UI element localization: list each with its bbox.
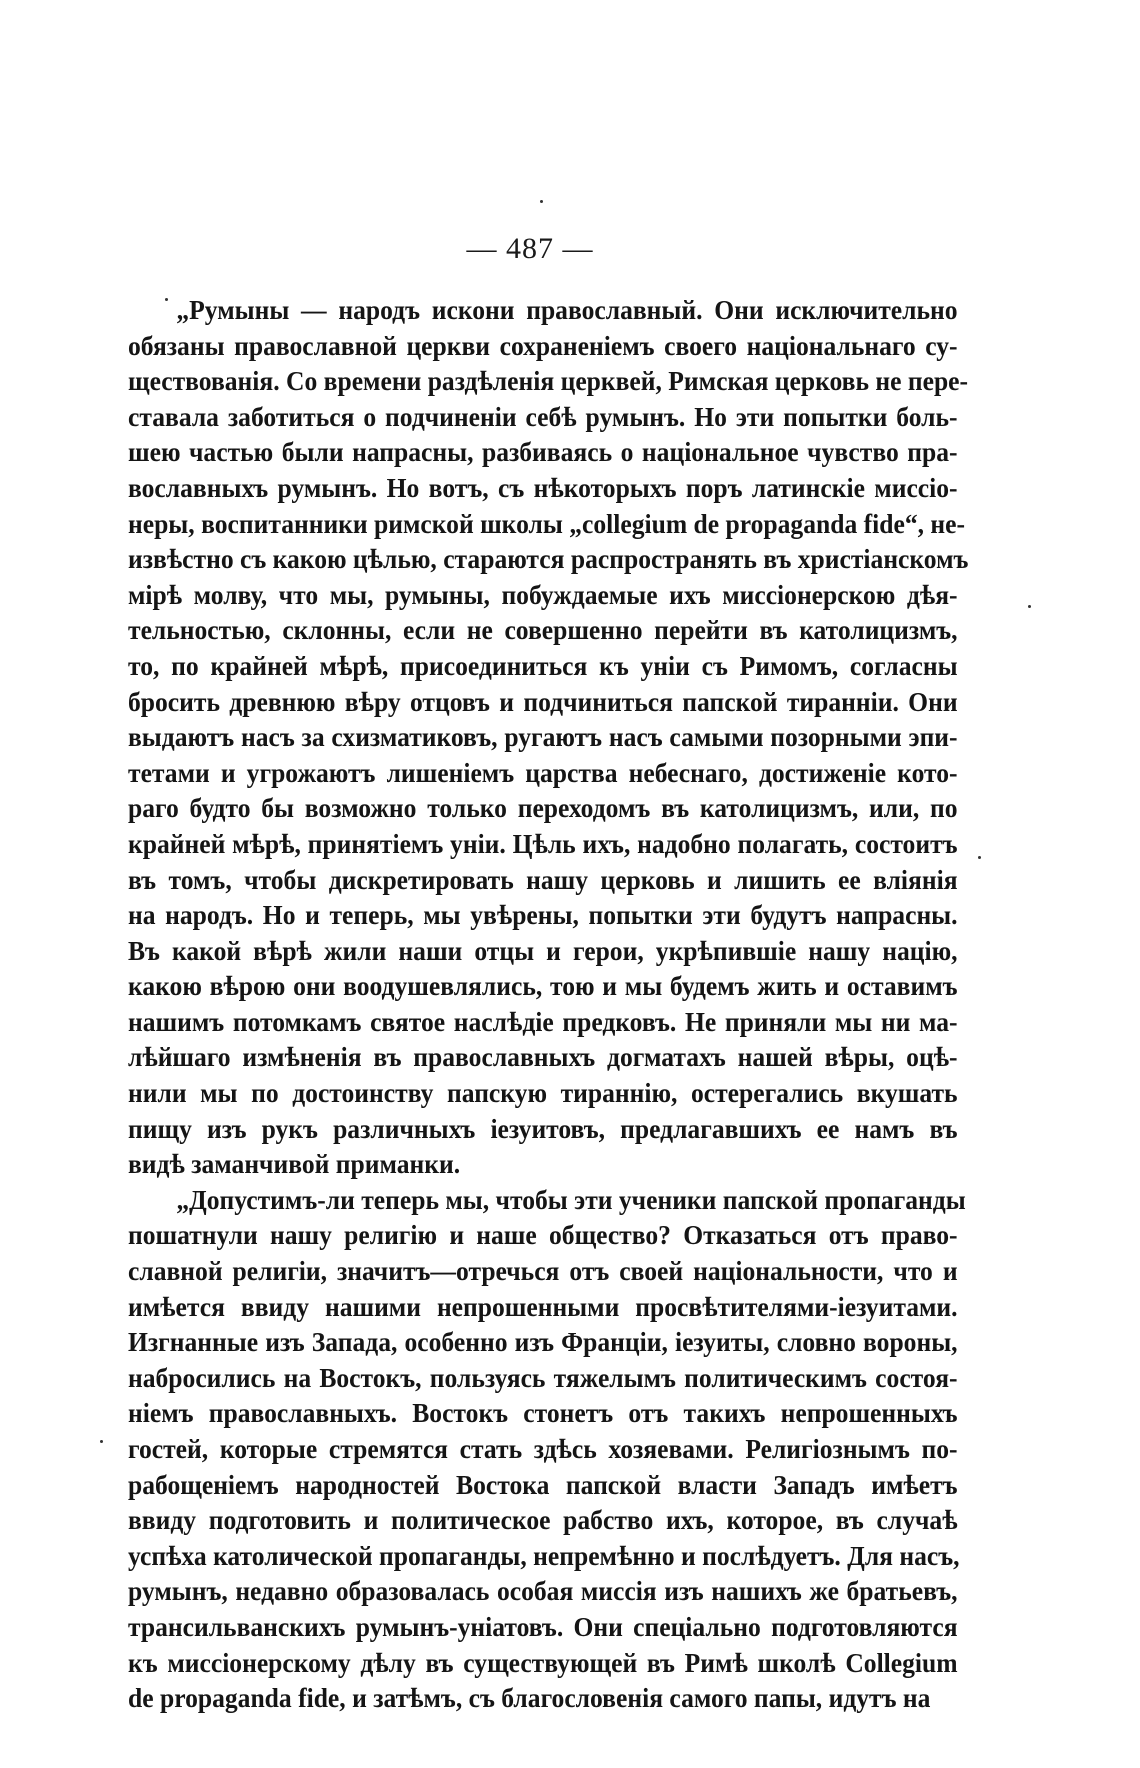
text-line: извѣстно съ какою цѣлью, стараются распространять въ христіанскомъ <box>128 543 969 575</box>
text-line: лѣйшаго измѣненія въ православныхъ догматахъ нашей вѣры, оцѣ- <box>128 1041 958 1073</box>
text-line: вославныхъ румынъ. Но вотъ, съ нѣкоторыхъ поръ латинскіе миссіо- <box>128 471 958 503</box>
text-line: славной религіи, значитъ—отречься отъ своей національности, что и <box>128 1255 958 1287</box>
text-line: нашимъ потомкамъ святое наслѣдіе предковъ. Не приняли мы ни ма- <box>128 1005 958 1037</box>
text-line: тетами и угрожаютъ лишеніемъ царства небеснаго, достиженіе кото- <box>128 756 958 788</box>
text-line: румынъ, недавно образовалась особая миссія изъ нашихъ же братьевъ, <box>128 1575 958 1607</box>
text-line: выдаютъ насъ за схизматиковъ, ругаютъ насъ самыми позорными эпи- <box>128 721 958 753</box>
text-line: набросились на Востокъ, пользуясь тяжелымъ политическимъ состоя- <box>128 1361 958 1393</box>
print-speck <box>540 200 543 203</box>
text-line: „Румыны — народъ искони православный. Они исключительно <box>176 294 958 325</box>
text-line: на народъ. Но и теперь, мы увѣрены, попытки эти будутъ напрасны. <box>128 899 958 931</box>
text-line: трансильванскихъ румынъ-уніатовъ. Они спеціально подготовляются <box>128 1610 958 1642</box>
text-line: ществованія. Со времени раздѣленія церквей, Римская церковь не пере- <box>128 365 969 397</box>
body-text <box>128 292 969 1716</box>
print-speck <box>165 298 168 301</box>
text-line: неры, воспитанники римской школы „collegium de propaganda fide“, не- <box>128 507 966 539</box>
print-speck <box>100 1440 103 1443</box>
text-line: въ томъ, чтобы дискретировать нашу церковь и лишить ее вліянія <box>128 863 958 895</box>
text-line: какою вѣрою они воодушевлялись, тою и мы будемъ жить и оставимъ <box>128 970 958 1002</box>
text-line: тельностью, склонны, если не совершенно перейти въ католицизмъ, <box>128 614 958 646</box>
text-line: „Допустимъ-ли теперь мы, чтобы эти ученики папской пропаганды <box>176 1183 966 1215</box>
text-line: рабощеніемъ народностей Востока папской власти Западъ имѣетъ <box>128 1468 958 1500</box>
text-line: къ миссіонерскому дѣлу въ существующей въ Римѣ школѣ Collegium <box>128 1646 958 1678</box>
text-line: de propaganda fide, и затѣмъ, съ благословенія самого папы, идутъ на <box>128 1682 931 1714</box>
text-line: Въ какой вѣрѣ жили наши отцы и герои, укрѣпившіе нашу націю, <box>128 934 958 966</box>
text-line: видѣ заманчивой приманки. <box>128 1148 461 1180</box>
text-line: то, по крайней мѣрѣ, присоединиться къ уніи съ Римомъ, согласны <box>128 649 958 681</box>
text-line: пошатнули нашу религію и наше общество? Отказаться отъ право- <box>128 1219 958 1251</box>
text-line: пищу изъ рукъ различныхъ іезуитовъ, предлагавшихъ ее намъ въ <box>128 1112 958 1144</box>
text-line: мірѣ молву, что мы, румыны, побуждаемые ихъ миссіонерскою дѣя- <box>128 578 958 610</box>
print-speck <box>978 856 981 859</box>
text-line: имѣется ввиду нашими непрошенными просвѣтителями-іезуитами. <box>128 1290 958 1322</box>
text-line: ніемъ православныхъ. Востокъ стонетъ отъ такихъ непрошенныхъ <box>128 1397 958 1429</box>
text-line: ввиду подготовить и политическое рабство ихъ, которое, въ случаѣ <box>128 1504 958 1536</box>
text-line: гостей, которые стремятся стать здѣсь хозяевами. Религіознымъ по- <box>128 1433 958 1464</box>
text-line: бросить древнюю вѣру отцовъ и подчиниться папской тиранніи. Они <box>128 685 958 717</box>
page-number: — 487 — <box>466 232 594 265</box>
text-line: шею частью были напрасны, разбиваясь о національное чувство пра- <box>128 436 958 468</box>
paragraph-2 <box>128 1182 966 1716</box>
text-line: обязаны православной церкви сохраненіемъ своего національнаго су- <box>128 329 958 361</box>
text-line: нили мы по достоинству папскую тираннію, остерегались вкушать <box>128 1077 958 1109</box>
text-line: Изгнанные изъ Запада, особенно изъ Франціи, іезуиты, словно вороны, <box>128 1326 958 1358</box>
text-line: раго будто бы возможно только переходомъ въ католицизмъ, или, по <box>128 792 958 824</box>
text-line: успѣха католической пропаганды, непремѣнно и послѣдуетъ. Для насъ, <box>128 1539 960 1571</box>
paragraph-1 <box>128 292 969 1182</box>
text-line: ставала заботиться о подчиненіи себѣ румынъ. Но эти попытки боль- <box>128 400 958 432</box>
print-speck <box>1028 605 1031 608</box>
text-line: крайней мѣрѣ, принятіемъ уніи. Цѣль ихъ, надобно полагать, состоитъ <box>128 827 958 859</box>
